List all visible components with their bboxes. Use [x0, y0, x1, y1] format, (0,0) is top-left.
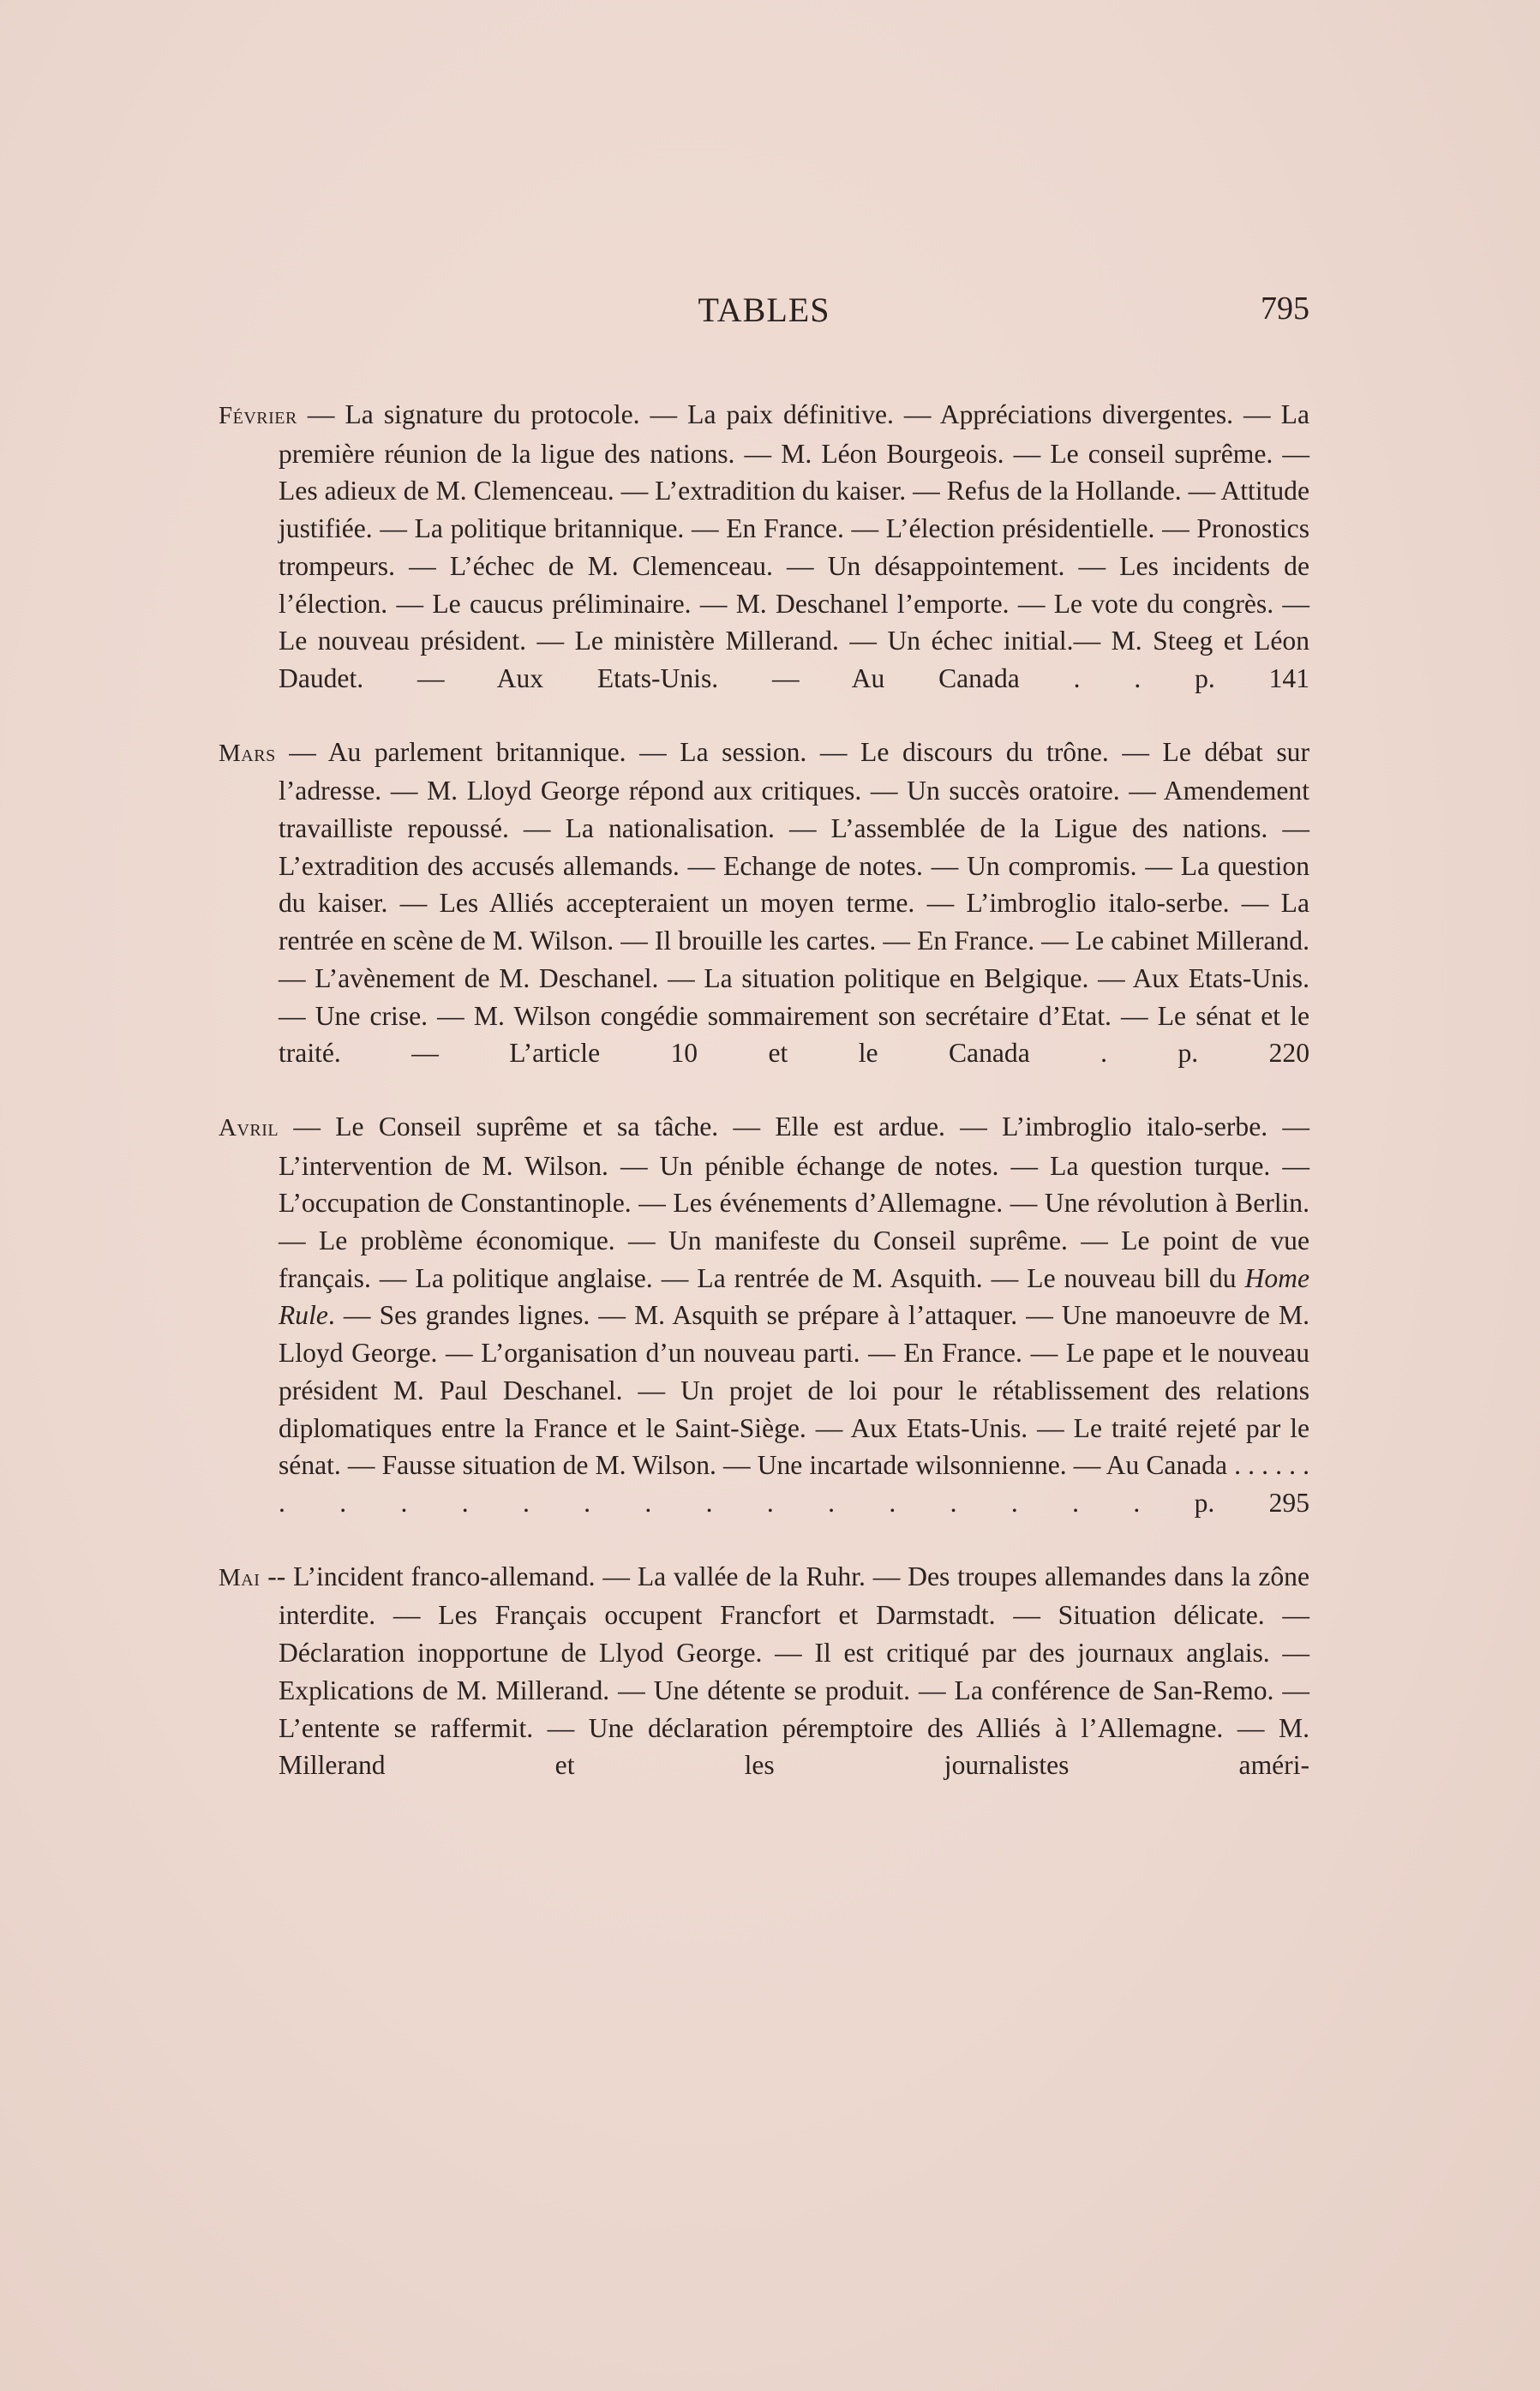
entry-paragraph: [219, 1558, 1309, 1784]
entry-text-continued: . — Ses grandes lignes. — M. Asquith se prépare à l’attaquer. — Une manoeuvre de M. Lloyd George. — L’organisation d’un nouveau parti. — En France. — Le pape et le nouveau président M. Paul Deschanel. — Un projet de loi pour le rétablissement des relations diplomatiques entre la France et le Saint-Siège. — Aux Etats-Unis. — Le traité rejeté par le sénat. — Fausse situation de M. Wilson. — Une incartade wilsonnienne. — Au Canada . . . . . . . . . . . . . . . . . . . . .: [279, 1300, 1309, 1518]
entry-italic-title: Home Rule: [279, 1262, 1309, 1331]
entry-text: — La signature du protocole. — La paix définitive. — Appréciations divergentes. — La première réunion de la ligue des nations. — M. Léon Bourgeois. — Le conseil suprême. — Les adieux de M. Clemenceau. — L’extradition du kaiser. — Refus de la Hollande. — Attitude justifiée. — La politique britannique. — En France. — L’élection présidentielle. — Pronostics trompeurs. — L’échec de M. Clemenceau. — Un désappointement. — Les incidents de l’élection. — Le caucus préliminaire. — M. Deschanel l’emporte. — Le vote du congrès. — Le nouveau président. — Le ministère Millerand. — Un échec initial.— M. Steeg et Léon Daudet. — Aux Etats-Unis. — Au Canada . .: [279, 399, 1309, 693]
page-number: 795: [1261, 291, 1309, 327]
entry-text: — Le Conseil suprême et sa tâche. — Elle est ardue. — L’imbroglio italo-serbe. — L’intervention de M. Wilson. — Un pénible échange de notes. — La question turque. — L’occupation de Constantinople. — Les événements d’Allemagne. — Une révolution à Berlin. — Le problème économique. — Un manifeste du Conseil suprême. — Le point de vue français. — La politique anglaise. — La rentrée de M. Asquith. — Le nouveau bill du: [279, 1111, 1309, 1293]
running-title: TABLES: [698, 291, 830, 329]
entry-text: — Au parlement britannique. — La session. — Le discours du trône. — Le débat sur l’adresse. — M. Lloyd George répond aux critiques. — Un succès oratoire. — Amendement travailliste repoussé. — La nationalisation. — L’assemblée de la Ligue des nations. — L’extradition des accusés allemands. — Echange de notes. — Un compromis. — La question du kaiser. — Les Alliés accepteraient un moyen terme. — L’imbroglio italo-serbe. — La rentrée en scène de M. Wilson. — Il brouille les cartes. — En France. — Le cabinet Millerand. — L’avènement de M. Deschanel. — La situation politique en Belgique. — Aux Etats-Unis. — Une crise. — M. Wilson congédie sommairement son secrétaire d’Etat. — Le sénat et le traité. — L’article 10 et le Canada .: [279, 736, 1309, 1069]
entry-month: Février: [219, 402, 297, 429]
entry-mai: [219, 1558, 1309, 1784]
entry-page-ref: p. 220: [1177, 1038, 1309, 1069]
entry-month: Mai: [219, 1563, 261, 1591]
entry-paragraph: [219, 734, 1309, 1072]
entry-page-ref: p. 295: [1194, 1487, 1310, 1518]
table-of-contents: [219, 396, 1309, 1820]
entry-fevrier: [219, 396, 1309, 698]
entry-mars: [219, 734, 1309, 1072]
entry-month: Mars: [219, 739, 276, 767]
entry-avril: [219, 1108, 1309, 1522]
entry-text: -- L’incident franco-allemand. — La vallée de la Ruhr. — Des troupes allemandes dans la zône interdite. — Les Français occupent Francfort et Darmstadt. — Situation délicate. — Déclaration inopportune de Llyod George. — Il est critiqué par des journaux anglais. — Explications de M. Millerand. — Une détente se produit. — La conférence de San-Remo. — L’entente se raffermit. — Une déclaration péremptoire des Alliés à l’Allemagne. — M. Millerand et les journalistes améri-: [267, 1561, 1309, 1781]
entry-paragraph: [219, 396, 1309, 698]
entry-month: Avril: [219, 1113, 279, 1142]
entry-page-ref: p. 141: [1195, 662, 1310, 693]
running-header: [219, 290, 1309, 341]
entry-paragraph: [219, 1108, 1309, 1522]
